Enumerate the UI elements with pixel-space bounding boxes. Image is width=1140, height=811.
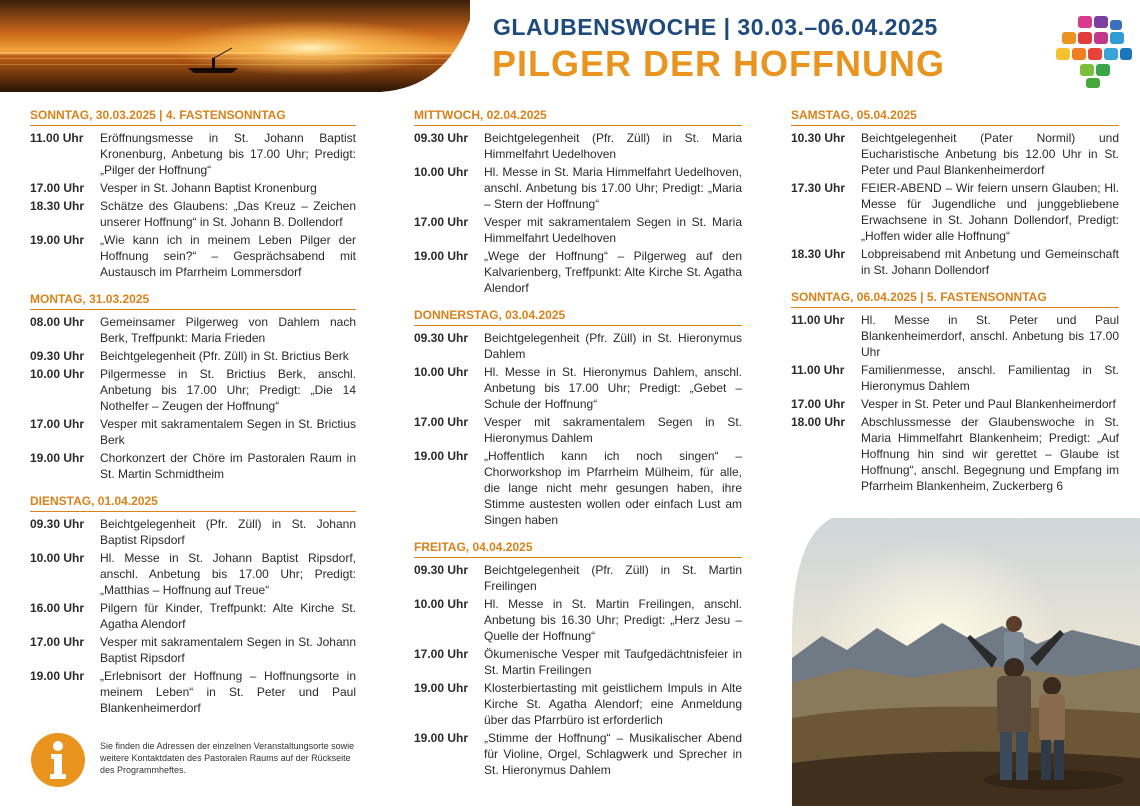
day-sunday-06 <box>791 290 1119 494</box>
family-mountain-photo <box>792 518 1140 806</box>
event-text: „Stimme der Hoffnung“ – Musikalischer Abend für Violine, Orgel, Schlagwerk und Sprecher in St. Hieronymus Dahlem <box>484 731 742 777</box>
event <box>414 596 742 644</box>
event-text: Vesper in St. Johann Baptist Kronenburg <box>100 181 317 195</box>
event-text: Hl. Messe in St. Johann Baptist Ripsdorf, anschl. Anbetung bis 17.00 Uhr; Predigt: „Matthias – Hoffnung auf Treue“ <box>100 551 356 597</box>
event-text: Pilgermesse in St. Brictius Berk, anschl. Anbetung bis 17.00 Uhr; Predigt: „Die 14 Nothelfer – Zeugen der Hoffnung“ <box>100 367 356 413</box>
event-time: 10.00 Uhr <box>30 367 85 381</box>
event-text: Gemeinsamer Pilgerweg von Dahlem nach Berk, Treffpunkt: Maria Frieden <box>100 315 356 345</box>
event-text: „Erlebnisort der Hoffnung – Hoffnungsorte in meinem Leben“ in St. Peter und Paul Blankenheimerdorf <box>100 669 356 715</box>
event-text: Lobpreisabend mit Anbetung und Gemeinschaft in St. Johann Dollendorf <box>861 247 1119 277</box>
event-time: 11.00 Uhr <box>791 313 845 327</box>
event <box>414 330 742 362</box>
day-tuesday-01 <box>30 494 356 716</box>
day-heading: DONNERSTAG, 03.04.2025 <box>414 308 742 326</box>
event-time: 09.30 Uhr <box>414 131 469 145</box>
day-heading: MITTWOCH, 02.04.2025 <box>414 108 742 126</box>
event <box>30 348 356 364</box>
column-1 <box>30 108 356 718</box>
event-time: 19.00 Uhr <box>30 233 85 247</box>
event <box>791 414 1119 494</box>
event-time: 17.00 Uhr <box>791 397 846 411</box>
event <box>414 248 742 296</box>
event-time: 18.30 Uhr <box>30 199 85 213</box>
event-text: Vesper mit sakramentalem Segen in St. Johann Baptist Ripsdorf <box>100 635 356 665</box>
event-text: Vesper mit sakramentalem Segen in St. Brictius Berk <box>100 417 356 447</box>
day-sunday-30 <box>30 108 356 280</box>
column-3 <box>791 108 1119 496</box>
event <box>791 312 1119 360</box>
day-heading: SONNTAG, 30.03.2025 | 4. FASTENSONNTAG <box>30 108 356 126</box>
event-time: 19.00 Uhr <box>414 731 469 745</box>
event-time: 10.00 Uhr <box>414 365 469 379</box>
day-heading: MONTAG, 31.03.2025 <box>30 292 356 310</box>
event <box>30 668 356 716</box>
day-heading: FREITAG, 04.04.2025 <box>414 540 742 558</box>
event-text: Vesper mit sakramentalem Segen in St. Maria Himmelfahrt Uedelhoven <box>484 215 742 245</box>
event-time: 11.00 Uhr <box>791 363 845 377</box>
cross-logo <box>1056 16 1132 88</box>
event <box>414 414 742 446</box>
event <box>30 600 356 632</box>
event-time: 17.00 Uhr <box>414 647 469 661</box>
event-time: 19.00 Uhr <box>414 681 469 695</box>
info-text: Sie finden die Adressen der einzelnen Veranstaltungsorte sowie weitere Kontaktdaten des Pastoralen Raums auf der Rückseite des Programmheftes. <box>100 741 355 775</box>
event <box>30 450 356 482</box>
event-time: 09.30 Uhr <box>30 349 85 363</box>
header-title: PILGER DER HOFFNUNG <box>492 43 946 84</box>
day-monday-31 <box>30 292 356 482</box>
event <box>30 130 356 178</box>
event-time: 18.30 Uhr <box>791 247 846 261</box>
event <box>30 550 356 598</box>
event-time: 09.30 Uhr <box>414 331 469 345</box>
event <box>30 180 356 196</box>
event-time: 09.30 Uhr <box>414 563 469 577</box>
event-text: Klosterbiertasting mit geistlichem Impuls in Alte Kirche St. Agatha Alendorf; eine Anmeldung über das Pfarrbüro ist erforderlich <box>484 681 742 727</box>
event <box>30 516 356 548</box>
event-text: Vesper mit sakramentalem Segen in St. Hieronymus Dahlem <box>484 415 742 445</box>
event-text: Beichtgelegenheit (Pfr. Züll) in St. Brictius Berk <box>100 349 349 363</box>
event <box>791 130 1119 178</box>
event <box>30 416 356 448</box>
event-text: Schätze des Glaubens: „Das Kreuz – Zeichen unserer Hoffnung“ in St. Johann B. Dollendorf <box>100 199 356 229</box>
day-heading: SONNTAG, 06.04.2025 | 5. FASTENSONNTAG <box>791 290 1119 308</box>
event-text: Pilgern für Kinder, Treffpunkt: Alte Kirche St. Agatha Alendorf <box>100 601 356 631</box>
event-time: 17.30 Uhr <box>791 181 846 195</box>
day-thursday-03 <box>414 308 742 528</box>
day-saturday-05 <box>791 108 1119 278</box>
event-time: 16.00 Uhr <box>30 601 85 615</box>
event-time: 19.00 Uhr <box>30 451 85 465</box>
event-text: Beichtgelegenheit (Pfr. Züll) in St. Hieronymus Dahlem <box>484 331 742 361</box>
event-text: Familienmesse, anschl. Familientag in St. Hieronymus Dahlem <box>861 363 1119 393</box>
event-time: 17.00 Uhr <box>30 417 85 431</box>
event-text: Beichtgelegenheit (Pfr. Züll) in St. Johann Baptist Ripsdorf <box>100 517 356 547</box>
event-text: Vesper in St. Peter und Paul Blankenheimerdorf <box>861 397 1116 411</box>
event <box>791 180 1119 244</box>
event-time: 17.00 Uhr <box>30 181 85 195</box>
event <box>791 396 1119 412</box>
event-time: 17.00 Uhr <box>30 635 85 649</box>
event-time: 17.00 Uhr <box>414 415 469 429</box>
column-2 <box>414 108 742 780</box>
event <box>414 164 742 212</box>
event-time: 10.30 Uhr <box>791 131 846 145</box>
event-time: 09.30 Uhr <box>30 517 85 531</box>
event-text: Hl. Messe in St. Martin Freilingen, anschl. Anbetung bis 16.30 Uhr; Predigt: „Herz Jesu – Quelle der Hoffnung“ <box>484 597 742 643</box>
event-time: 11.00 Uhr <box>30 131 84 145</box>
day-heading: DIENSTAG, 01.04.2025 <box>30 494 356 512</box>
info-icon <box>30 732 86 788</box>
event-time: 10.00 Uhr <box>30 551 85 565</box>
event-text: Hl. Messe in St. Maria Himmelfahrt Uedelhoven, anschl. Anbetung bis 17.00 Uhr; Predigt: „Maria – Stern der Hoffnung“ <box>484 165 742 211</box>
event-text: Ökumenische Vesper mit Taufgedächtnisfeier in St. Martin Freilingen <box>484 647 742 677</box>
event-time: 08.00 Uhr <box>30 315 85 329</box>
event-text: Beichtgelegenheit (Pfr. Züll) in St. Martin Freilingen <box>484 563 742 593</box>
event <box>30 198 356 230</box>
event-time: 19.00 Uhr <box>30 669 85 683</box>
event-text: „Hoffentlich kann ich noch singen“ – Chorworkshop im Pfarrheim Mülheim, für alle, die lange nicht mehr gesungen haben, ihre Stimme austesten wollen oder einfach Lust am Singen haben <box>484 449 742 527</box>
event <box>414 680 742 728</box>
event-text: Hl. Messe in St. Peter und Paul Blankenheimerdorf, anschl. Anbetung bis 17.00 Uhr <box>861 313 1119 359</box>
event <box>791 362 1119 394</box>
event-text: „Wege der Hoffnung“ – Pilgerweg auf den Kalvarienberg, Treffpunkt: Alte Kirche St. Agatha Alendorf <box>484 249 742 295</box>
event-time: 19.00 Uhr <box>414 449 469 463</box>
event-text: Beichtgelegenheit (Pfr. Züll) in St. Maria Himmelfahrt Uedelhoven <box>484 131 742 161</box>
event-text: Abschlussmesse der Glaubenswoche in St. Maria Himmelfahrt Blankenheim; Predigt: „Auf Hoffnung hin sind wir gerettet – Glaube ist Hoffnung“, anschl. Begegnung und Empfang im Pfarrheim Blankenheim, Zuckerberg 6 <box>861 415 1119 493</box>
event-text: Beichtgelegenheit (Pater Normil) und Eucharistische Anbetung bis 12.00 Uhr in St. Peter und Paul Blankenheimerdorf <box>861 131 1119 177</box>
event-text: FEIER-ABEND – Wir feiern unsern Glauben; Hl. Messe für Jugendliche und junggebliebene Erwachsene in St. Johann Dollendorf, Predigt: „Hoffen wider alle Hoffnung“ <box>861 181 1119 243</box>
event-time: 10.00 Uhr <box>414 597 469 611</box>
event-text: „Wie kann ich in meinem Leben Pilger der Hoffnung sein?“ – Gesprächsabend mit Austausch im Pfarrheim Lommersdorf <box>100 233 356 279</box>
header-sunset-photo <box>0 0 470 92</box>
event <box>791 246 1119 278</box>
header-subtitle: GLAUBENSWOCHE | 30.03.–06.04.2025 <box>493 14 938 40</box>
event <box>414 364 742 412</box>
event <box>414 130 742 162</box>
event-time: 19.00 Uhr <box>414 249 469 263</box>
event <box>414 214 742 246</box>
event-text: Eröffnungsmesse in St. Johann Baptist Kronenburg, Anbetung bis 17.00 Uhr; Predigt: „Pilger der Hoffnung“ <box>100 131 356 177</box>
event <box>414 448 742 528</box>
event-text: Chorkonzert der Chöre im Pastoralen Raum in St. Martin Schmidtheim <box>100 451 356 481</box>
event <box>30 232 356 280</box>
event-time: 17.00 Uhr <box>414 215 469 229</box>
event <box>30 366 356 414</box>
event-text: Hl. Messe in St. Hieronymus Dahlem, anschl. Anbetung bis 17.00 Uhr; Predigt: „Gebet – Schule der Hoffnung“ <box>484 365 742 411</box>
event <box>30 634 356 666</box>
event <box>414 562 742 594</box>
event <box>30 314 356 346</box>
event <box>414 730 742 778</box>
day-heading: SAMSTAG, 05.04.2025 <box>791 108 1119 126</box>
event-time: 10.00 Uhr <box>414 165 469 179</box>
event-time: 18.00 Uhr <box>791 415 846 429</box>
event <box>414 646 742 678</box>
day-friday-04 <box>414 540 742 778</box>
day-wednesday-02 <box>414 108 742 296</box>
